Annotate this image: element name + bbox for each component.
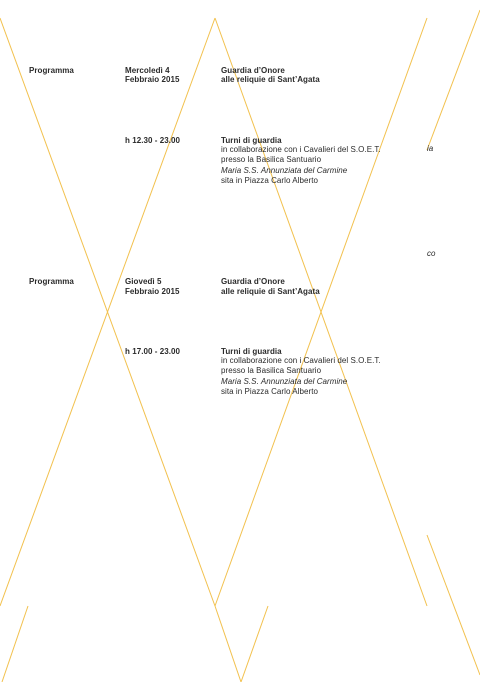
event-date-day: Giovedì 5 (125, 277, 162, 286)
section-label: Programma (29, 66, 74, 75)
event-detail-line: in collaborazione con i Cavalieri del S.O.E.T. (221, 356, 381, 365)
event-detail-line: presso la Basilica Santuario (221, 155, 322, 164)
event-detail-line: presso la Basilica Santuario (221, 366, 322, 375)
event-subtitle: alle reliquie di Sant’Agata (221, 75, 320, 84)
edge-text-fragment: co (427, 249, 436, 258)
section-label: Programma (29, 277, 74, 286)
event-time: h 17.00 - 23.00 (125, 347, 181, 356)
event-detail-title: Turni di guardia (221, 136, 282, 145)
event-subtitle: alle reliquie di Sant’Agata (221, 287, 320, 296)
event-detail-venue: Maria S.S. Annunziata del Carmine (221, 166, 348, 175)
event-title: Guardia d’Onore (221, 277, 285, 286)
event-detail-title: Turni di guardia (221, 347, 282, 356)
event-title: Guardia d’Onore (221, 66, 285, 75)
event-time: h 12.30 - 23.00 (125, 136, 181, 145)
event-detail-venue: Maria S.S. Annunziata del Carmine (221, 377, 348, 386)
event-date-day: Mercoledì 4 (125, 66, 170, 75)
edge-text-fragment: ia (427, 144, 434, 153)
event-detail-line: in collaborazione con i Cavalieri del S.O.E.T. (221, 145, 381, 154)
event-detail-line: sita in Piazza Carlo Alberto (221, 176, 319, 185)
event-detail-line: sita in Piazza Carlo Alberto (221, 387, 319, 396)
event-date-month-year: Febbraio 2015 (125, 287, 180, 296)
event-date-month-year: Febbraio 2015 (125, 75, 180, 84)
